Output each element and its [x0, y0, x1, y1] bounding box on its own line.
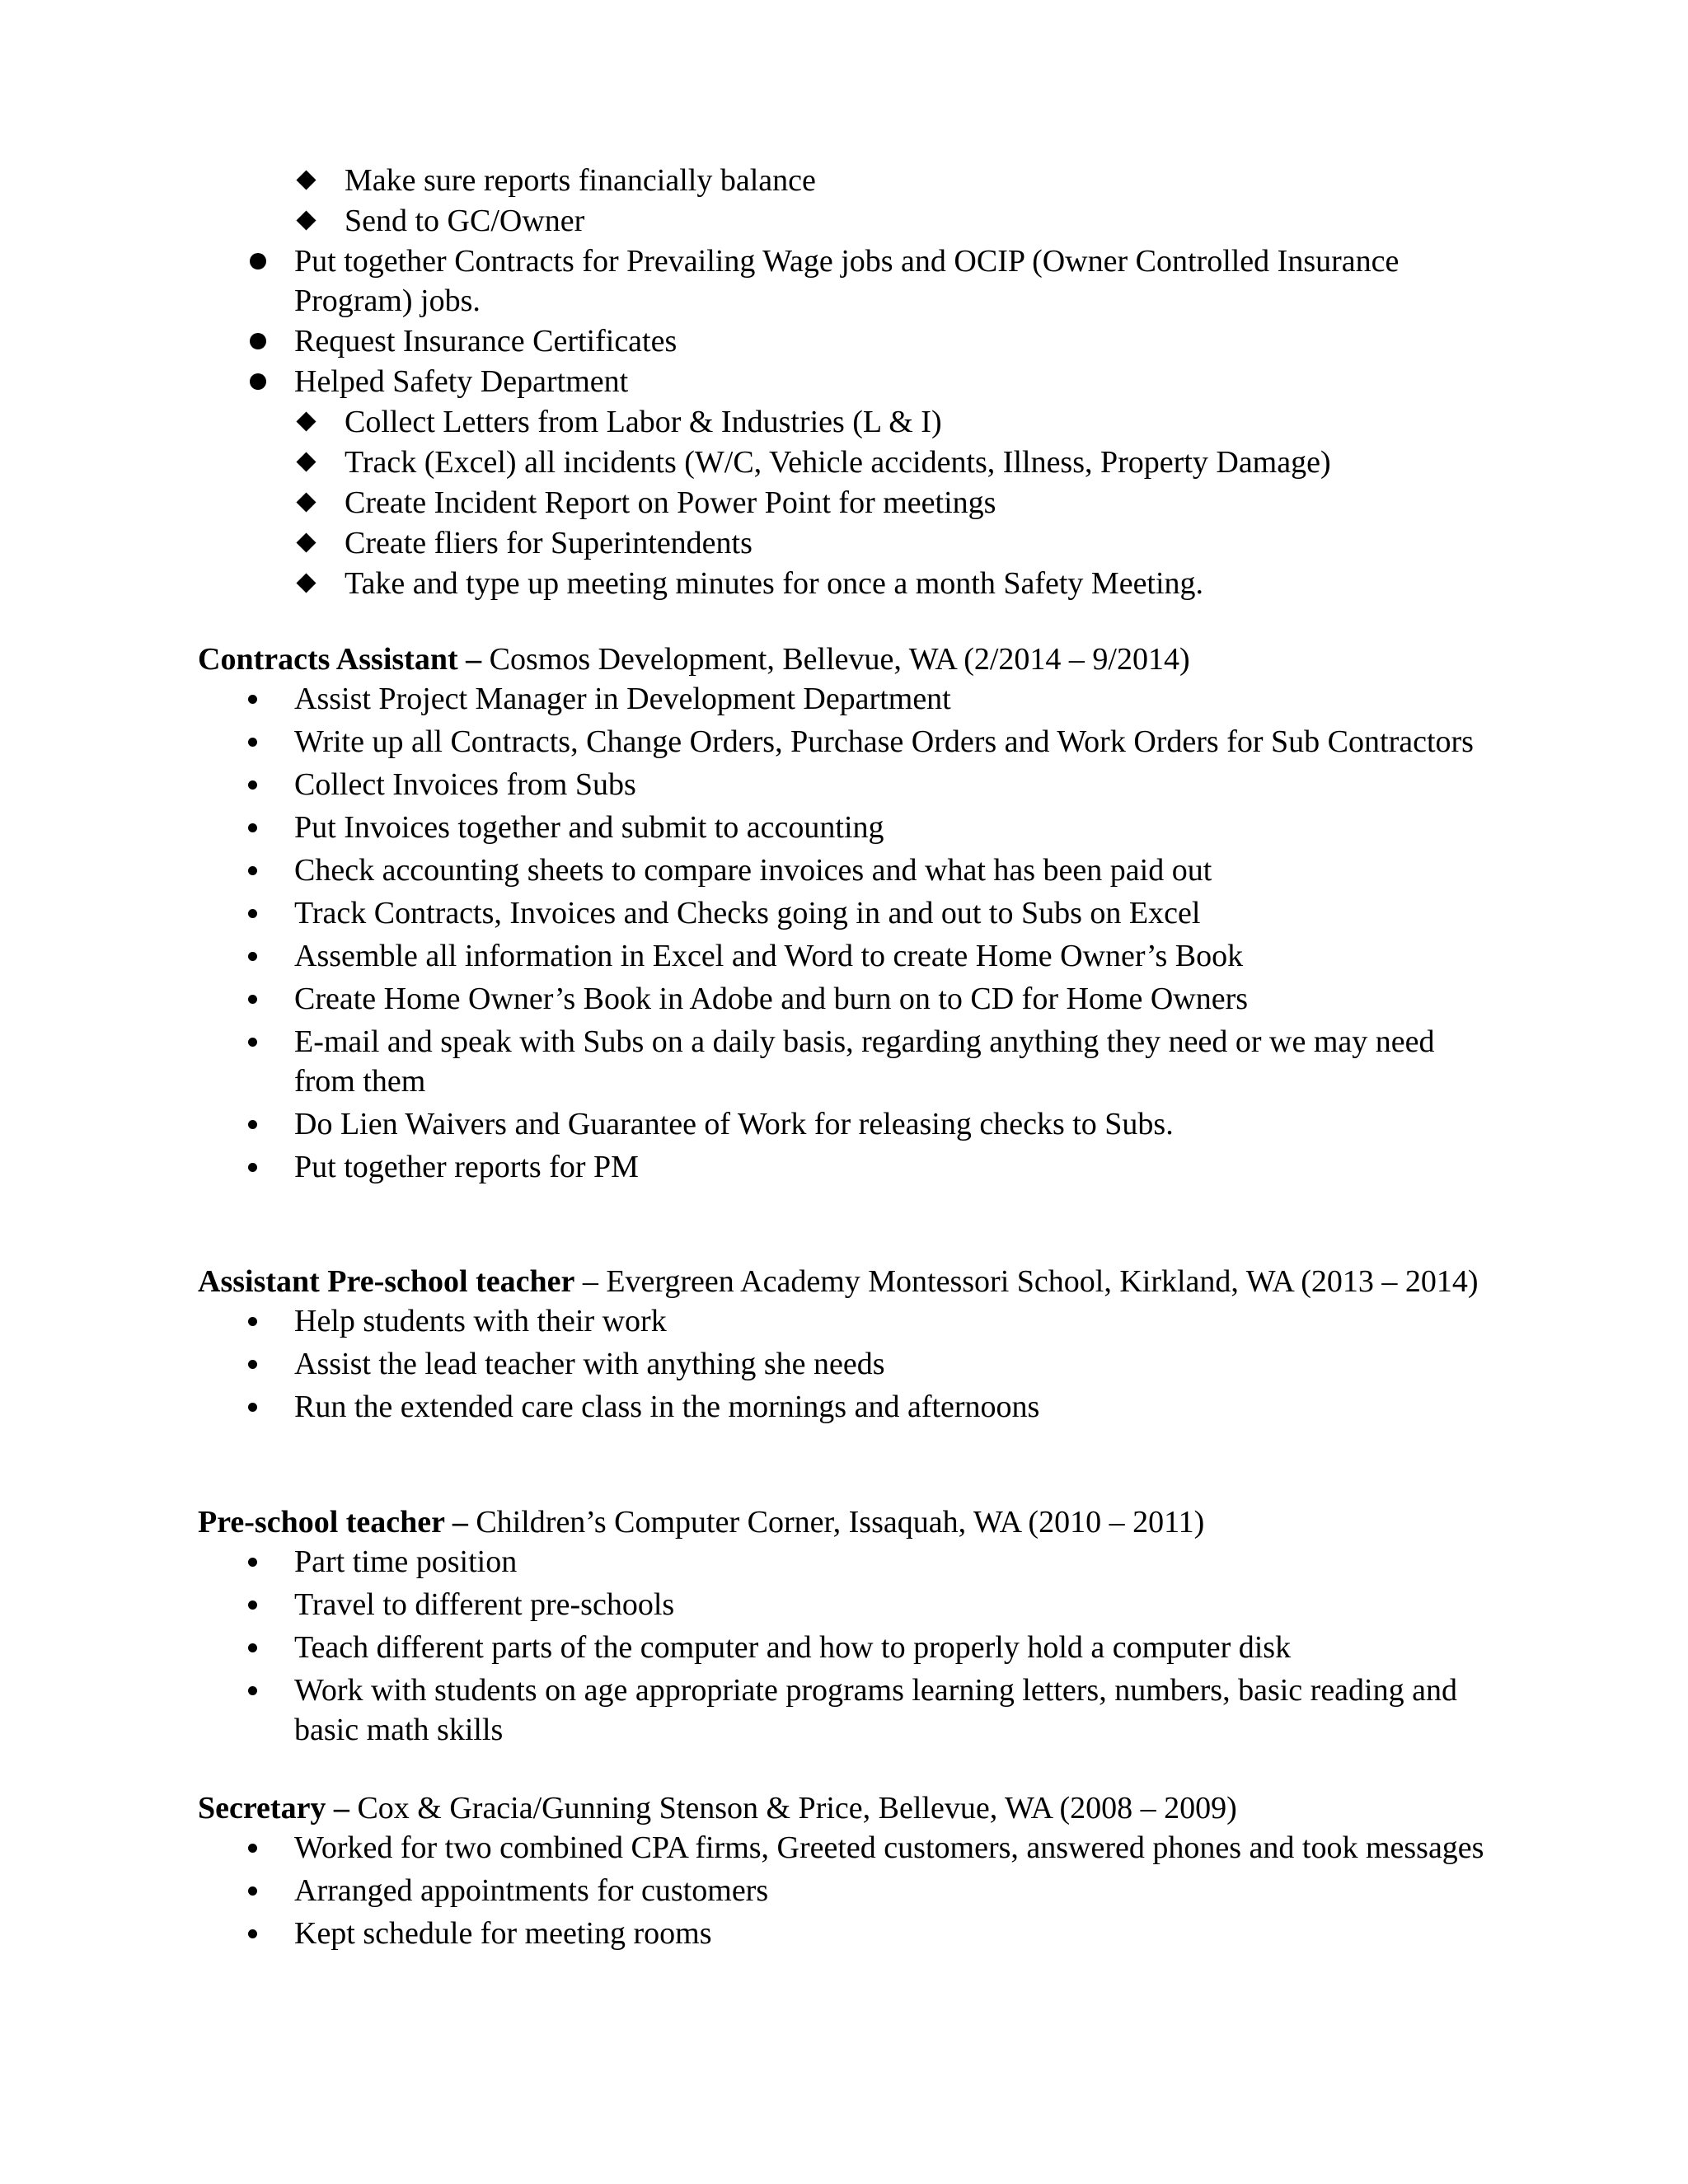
job-heading [198, 1788, 1500, 1828]
job-duties-list [198, 1301, 1500, 1427]
job-heading [198, 1502, 1500, 1542]
bullet-icon [248, 909, 257, 918]
sub-list-item: Track (Excel) all incidents (W/C, Vehicle accidents, Illness, Property Damage) [0, 443, 1498, 482]
job-heading [198, 1262, 1500, 1301]
diamond-bullet-icon [296, 452, 316, 471]
list-item: Assist the lead teacher with anything she needs [198, 1344, 1500, 1384]
list-item: Kept schedule for meeting rooms [198, 1914, 1500, 1953]
job-title: Secretary – [198, 1791, 349, 1825]
list-item: Put together Contracts for Prevailing Wage jobs and OCIP (Owner Controlled Insurance Program) jobs. [294, 244, 1400, 318]
job-duties-list [198, 1542, 1500, 1750]
list-item: Assemble all information in Excel and Word to create Home Owner’s Book [198, 936, 1500, 976]
job-details: – Evergreen Academy Montessori School, Kirkland, WA (2013 – 2014) [574, 1264, 1479, 1299]
list-item: Helped Safety Department [294, 364, 629, 399]
bullet-icon [248, 995, 257, 1004]
diamond-bullet-icon [296, 573, 316, 593]
list-item: Check accounting sheets to compare invoices and what has been paid out [198, 851, 1500, 890]
diamond-bullet-icon [296, 210, 316, 230]
list-item: Write up all Contracts, Change Orders, Purchase Orders and Work Orders for Sub Contractors [198, 722, 1500, 762]
list-item: Worked for two combined CPA firms, Greeted customers, answered phones and took messages [198, 1828, 1500, 1868]
bullet-icon [248, 1038, 257, 1047]
sub-list-item: Create Incident Report on Power Point for meetings [0, 483, 1498, 523]
bullet-icon [248, 1886, 257, 1896]
sub-list-item: Take and type up meeting minutes for once a month Safety Meeting. [0, 564, 1498, 603]
job-title: Pre-school teacher – [198, 1505, 468, 1540]
sub-list-item: Make sure reports financially balance [0, 161, 1498, 200]
bullet-icon [248, 1558, 257, 1567]
list-item: Help students with their work [198, 1301, 1500, 1341]
bullet-icon [248, 1403, 257, 1412]
bullet-icon [248, 1163, 257, 1172]
sub-list-item: Collect Letters from Labor & Industries (L & I) [0, 402, 1498, 442]
list-item: Work with students on age appropriate programs learning letters, numbers, basic reading and basic math skills [198, 1671, 1500, 1750]
job-secretary [198, 1788, 1500, 1957]
bullet-icon [248, 1929, 257, 1938]
list-item: Collect Invoices from Subs [198, 765, 1500, 804]
continued-duties-list [0, 161, 1688, 604]
sub-list-item: Create fliers for Superintendents [0, 523, 1498, 563]
list-item: Put together reports for PM [198, 1147, 1500, 1187]
job-title: Contracts Assistant – [198, 642, 482, 677]
diamond-bullet-icon [296, 492, 316, 512]
bullet-icon [248, 1317, 257, 1326]
job-duties-list [198, 1828, 1500, 1953]
diamond-bullet-icon [296, 411, 316, 431]
diamond-bullet-icon [296, 170, 316, 190]
sub-list-item: Send to GC/Owner [0, 201, 1498, 241]
bullet-icon [248, 1360, 257, 1369]
job-title: Assistant Pre-school teacher [198, 1264, 575, 1299]
list-item: E-mail and speak with Subs on a daily basis, regarding anything they need or we may need from them [198, 1022, 1500, 1101]
bullet-icon [248, 1601, 257, 1610]
bullet-icon [248, 1844, 257, 1853]
bullet-icon [248, 1686, 257, 1695]
list-item: Arranged appointments for customers [198, 1871, 1500, 1910]
job-duties-list [198, 679, 1500, 1187]
bullet-icon [248, 1120, 257, 1129]
bullet-icon [248, 780, 257, 790]
job-details: Cox & Gracia/Gunning Stenson & Price, Bellevue, WA (2008 – 2009) [349, 1791, 1237, 1825]
list-item: Create Home Owner’s Book in Adobe and burn on to CD for Home Owners [198, 979, 1500, 1019]
list-item: Track Contracts, Invoices and Checks going in and out to Subs on Excel [198, 893, 1500, 933]
bullet-icon [248, 952, 257, 961]
job-details: Cosmos Development, Bellevue, WA (2/2014 – 9/2014) [481, 642, 1190, 677]
list-item: Put Invoices together and submit to accounting [198, 808, 1500, 847]
bullet-icon [248, 1643, 257, 1652]
job-details: Children’s Computer Corner, Issaquah, WA (2010 – 2011) [467, 1505, 1205, 1540]
job-heading [198, 640, 1500, 679]
job-assistant-preschool-teacher [198, 1262, 1500, 1430]
list-item: Teach different parts of the computer and how to properly hold a computer disk [198, 1628, 1500, 1667]
job-contracts-assistant [198, 640, 1500, 1190]
list-item: Run the extended care class in the mornings and afternoons [198, 1387, 1500, 1427]
diamond-bullet-icon [296, 532, 316, 552]
bullet-icon [248, 738, 257, 747]
list-item: Request Insurance Certificates [294, 324, 678, 359]
list-item: Do Lien Waivers and Guarantee of Work for releasing checks to Subs. [198, 1104, 1500, 1144]
bullet-icon [248, 823, 257, 832]
job-preschool-teacher [198, 1502, 1500, 1753]
bullet-icon [248, 866, 257, 875]
list-item: Assist Project Manager in Development Department [198, 679, 1500, 719]
bullet-icon [248, 695, 257, 704]
list-item: Part time position [198, 1542, 1500, 1582]
list-item: Travel to different pre-schools [198, 1585, 1500, 1624]
